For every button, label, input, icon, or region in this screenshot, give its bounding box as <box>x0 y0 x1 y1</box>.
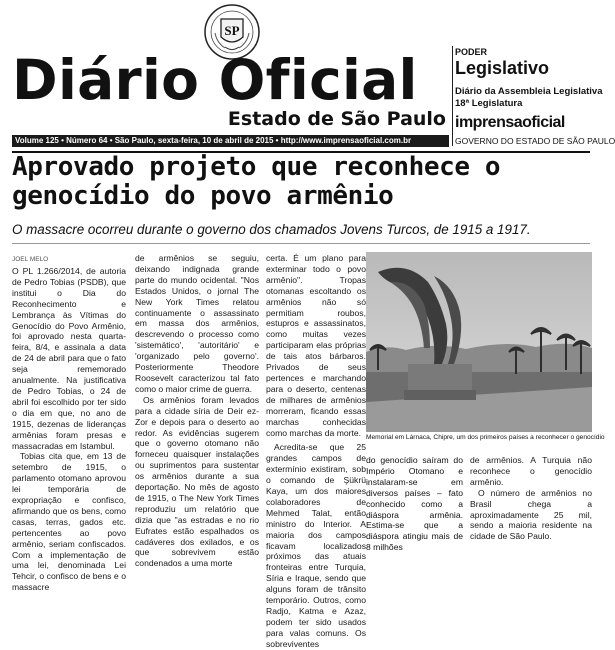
article-column-4b <box>470 455 592 542</box>
subhead-rule <box>12 243 590 244</box>
article-column-1 <box>12 266 126 593</box>
paragraph: certa. É um plano para exterminar todo o povo armênio". Tropas otomanas escoltando os armênios não só permitiam roubos, estupros e assassinatos, como muitas vezes participaram elas próprias de tais atos bárbaros. Privados de seus pertences e marchando para o deserto, centenas de milhares de armênios morreram, ficando essas marchas conhecidas como marchas da morte. <box>266 253 366 438</box>
memorial-photo <box>366 252 592 432</box>
headline-line-1: Aprovado projeto que reconhece o <box>12 152 501 182</box>
article-subheadline: O massacre ocorreu durante o governo dos chamados Jovens Turcos, de 1915 a 1917. <box>12 222 531 237</box>
paragraph: O número de armênios no Brasil chega a aproximadamente 25 mil, sendo a maioria residente na cidade de São Paulo. <box>470 487 592 542</box>
imprensa-oficial-logo: imprensaoficial <box>455 114 565 131</box>
sidebar-assembly: Diário da Assembleia Legislativa <box>455 86 603 97</box>
sidebar-legislativo: Legislativo <box>455 58 550 78</box>
masthead-title: Diário Oficial <box>12 48 418 112</box>
paragraph: de armênios se seguiu, deixando indignada grande parte do mundo ocidental. "Nos Estados Unidos, o jornal The New York Times relatou continuamente o assassinato em massa dos armênios, descrevendo o processo como 'sistemático', 'autoritário' e 'organizado pelo governo'. Posteriormente Theodore Roosevelt caracterizou tal fato como o maior crime de guerra. <box>135 253 259 394</box>
sidebar-governo: GOVERNO DO ESTADO DE SÃO PAULO <box>455 136 615 146</box>
article-column-2 <box>135 253 259 569</box>
issue-info-bar: Volume 125 • Número 64 • São Paulo, sexta-feira, 10 de abril de 2015 • http://www.imprensaoficial.com.br <box>12 135 449 147</box>
headline-line-2: genocídio do povo armênio <box>12 181 394 211</box>
paragraph: Tobias cita que, em 13 de setembro de 1915, o parlamento otomano aprovou lei temporária de expropriação e confisco, afirmando que os bens, como casas, terras, gados etc. pertencentes ao povo armênio, seriam confiscados. Com a implementação de uma lei, denominada Lei Tehcir, o confisco de bens e o massacre <box>12 451 126 593</box>
sidebar-legislature: 18ª Legislatura <box>455 98 523 109</box>
article-byline: JOEL MELO <box>12 256 49 263</box>
photo-caption: Memorial em Lárnaca, Chipre, um dos primeiros países a reconhecer o genocídio <box>366 434 605 441</box>
masthead-subtitle: Estado de São Paulo <box>227 108 446 130</box>
paragraph: Os armênios foram levados para a cidade síria de Deir ez-Zor e depois para o deserto ao redor. As evidências sugerem que o governo otomano não forneceu quaisquer instalações ou suprimentos para sustentar os armênios durante a sua deportação. No mês de agosto de 1915, o The New York Times reproduziu um relatório que dizia que "as estradas e no rio Eufrates estão espalhados os cadáveres dos exilados, e os que sobrevivem estão condenados a uma morte <box>135 394 259 569</box>
paragraph: O PL 1.266/2014, de autoria de Pedro Tobias (PSDB), que institui o Dia do Reconhecimento e Lembrança às Vítimas do Genocídio do Povo Armênio, foi aprovado nesta quarta-feira, 8/4, e assinala a data de 24 de abril para que o fato seja rememorado anualmente. Na justificativa de Pedro Tobias, o 24 de abril foi escolhido por ter sido o dia em que, no ano de 1915, dezenas de lideranças armênias foram presas e massacradas em Istambul. <box>12 266 126 451</box>
masthead-divider <box>452 46 453 146</box>
seal-letters: SP <box>224 23 240 38</box>
sidebar-poder: PODER <box>455 47 488 57</box>
article-headline <box>12 153 592 211</box>
article-column-4a <box>366 455 463 553</box>
paragraph: de armênios. A Turquia não reconhece o genocídio armênio. <box>470 455 592 487</box>
paragraph: Acredita-se que 25 grandes campos de extermínio existiram, sob o comando de Şükrü Kaya, um dos maiores colaboradores de Mehmed Talat, então ministro do Interior. A maioria dos campos ficavam localizados próximos das atuais fronteiras entre Turquia, Síria e Iraque, sendo que alguns foram de trânsito temporário. Outros, como Radjo, Katma e Azaz, podem ter sido usados para valas comuns. Os sobreviventes <box>266 442 366 649</box>
article-column-3 <box>266 253 366 649</box>
paragraph: do genocídio saíram do Império Otomano e instalaram-se em diversos países – fato conhecido como a diáspora armênia. Estima-se que a diáspora atingiu mais de 8 milhões <box>366 455 463 553</box>
